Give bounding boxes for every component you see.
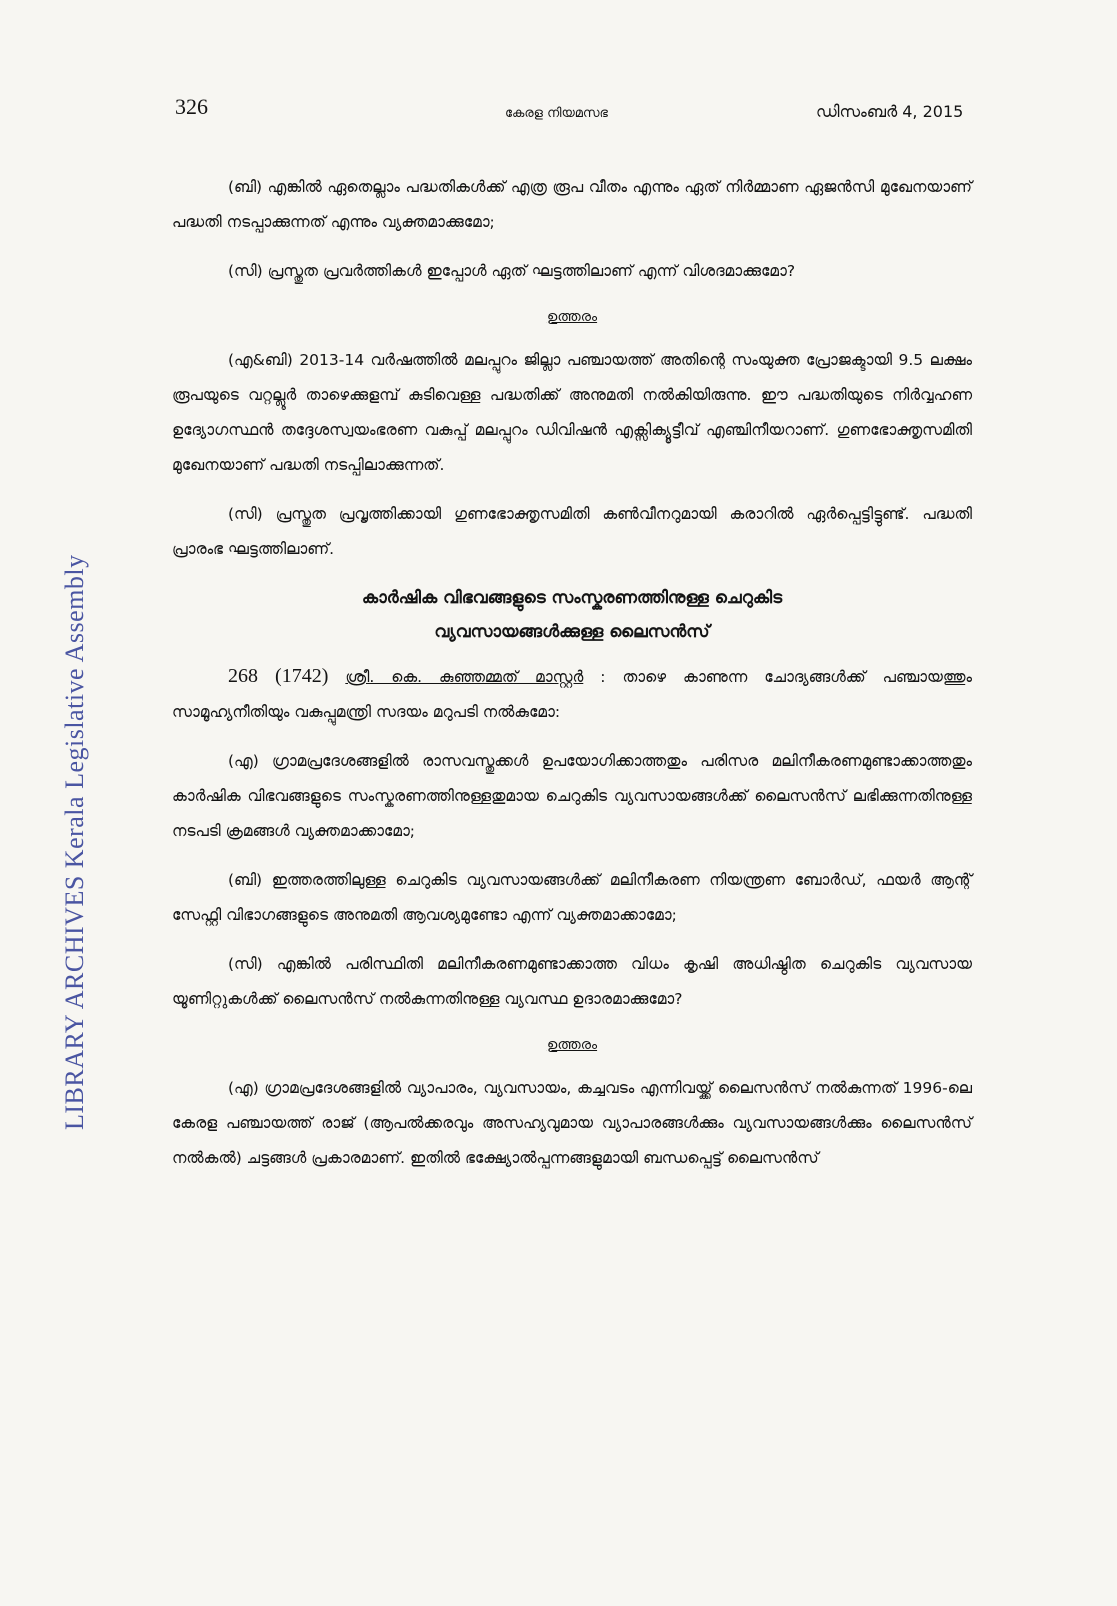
prev-answer-ab: (എ&ബി) 2013-14 വർഷത്തിൽ മലപ്പുറം ജില്ലാ പഞ്ചായത്ത് അതിന്റെ സംയുക്ത പ്രോജക്ടായി 9.5 ലക്ഷം രൂപയുടെ വറ്റല്ലൂർ താഴെക്കുളമ്പ് കുടിവെള്ള പദ്ധതിക്ക് അനുമതി നൽകിയിരുന്നു. ഈ പദ്ധതിയുടെ നിർവ്വഹണ ഉദ്യോഗസ്ഥൻ തദ്ദേശസ്വയംഭരണ വകുപ്പ് മലപ്പുറം ഡിവിഷൻ എക്സിക്യൂട്ടീവ് എഞ്ചിനീയറാണ്. ഗുണഭോക്തൃസമിതി മുഖേനയാണ് പദ്ധതി നടപ്പിലാക്കുന്നത്. bbox=[172, 351, 972, 474]
question-intro-text: : താഴെ കാണുന്ന ചോദ്യങ്ങൾക്ക് പഞ്ചായത്തും സാമൂഹ്യനീതിയും വകുപ്പുമന്ത്രി സദയം മറുപടി നൽകുമോ: bbox=[172, 668, 972, 721]
header-date: ഡിസംബർ 4, 2015 bbox=[816, 102, 964, 121]
question-b: (ബി) ഇത്തരത്തിലുള്ള ചെറുകിട വ്യവസായങ്ങൾക്ക് മലിനീകരണ നിയന്ത്രണ ബോർഡ്, ഫയർ ആന്റ് സേഫ്റ്റി വിഭാഗങ്ങളുടെ അനുമതി ആവശ്യമുണ്ടോ എന്ന് വ്യക്തമാക്കാമോ; bbox=[172, 871, 972, 924]
prev-question-c: (സി) പ്രസ്തുത പ്രവർത്തികൾ ഇപ്പോൾ ഏത് ഘട്ടത്തിലാണ് എന്ന് വിശദമാക്കുമോ? bbox=[228, 262, 796, 280]
page-body bbox=[172, 170, 972, 1176]
section-title bbox=[172, 581, 972, 649]
question-intro bbox=[172, 659, 972, 730]
answer-a: (എ) ഗ്രാമപ്രദേശങ്ങളിൽ വ്യാപാരം, വ്യവസായം, കച്ചവടം എന്നിവയ്ക്ക് ലൈസൻസ് നൽകുന്നത് 1996-ലെ കേരള പഞ്ചായത്ത് രാജ് (ആപൽക്കരവും അസഹ്യവുമായ വ്യാപാരങ്ങൾക്കും വ്യവസായങ്ങൾക്കും ലൈസൻസ് നൽകൽ) ചട്ടങ്ങൾ പ്രകാരമാണ്. ഇതിൽ ഭക്ഷ്യോൽപ്പന്നങ്ങളുമായി ബന്ധപ്പെട്ട് ലൈസൻസ് bbox=[172, 1079, 972, 1167]
page-header bbox=[0, 94, 1117, 128]
answer-heading: ഉത്തരം bbox=[546, 309, 598, 325]
prev-question-b: (ബി) എങ്കിൽ ഏതെല്ലാം പദ്ധതികൾക്ക് എത്ര രൂപ വീതം എന്നും ഏത് നിർമ്മാണ ഏജൻസി മുഖേനയാണ് പദ്ധതി നടപ്പാക്കുന്നത് എന്നും വ്യക്തമാക്കുമോ; bbox=[172, 178, 972, 231]
section-title-line-2: വ്യവസായങ്ങൾക്കുള്ള ലൈസൻസ് bbox=[434, 622, 710, 642]
page-number: 326 bbox=[175, 94, 208, 119]
running-title: കേരള നിയമസഭ bbox=[505, 106, 608, 121]
answer-heading: ഉത്തരം bbox=[546, 1037, 598, 1053]
prev-answer-c: (സി) പ്രസ്തുത പ്രവൃത്തിക്കായി ഗുണഭോക്തൃസമിതി കൺവീനറുമായി കരാറിൽ ഏർപ്പെട്ടിട്ടുണ്ട്. പദ്ധതി പ്രാരംഭ ഘട്ടത്തിലാണ്. bbox=[172, 505, 972, 558]
question-number: 268 (1742) bbox=[228, 665, 329, 687]
question-a: (എ) ഗ്രാമപ്രദേശങ്ങളിൽ രാസവസ്തുക്കൾ ഉപയോഗിക്കാത്തതും പരിസര മലിനീകരണമുണ്ടാക്കാത്തതും കാർഷിക വിഭവങ്ങളുടെ സംസ്കരണത്തിനുള്ളതുമായ ചെറുകിട വ്യവസായങ്ങൾക്ക് ലൈസൻസ് ലഭിക്കുന്നതിനുള്ള നടപടി ക്രമങ്ങൾ വ്യക്തമാക്കാമോ; bbox=[172, 752, 972, 840]
question-c: (സി) എങ്കിൽ പരിസ്ഥിതി മലിനീകരണമുണ്ടാക്കാത്ത വിധം കൃഷി അധിഷ്ഠിത ചെറുകിട വ്യവസായ യൂണിറ്റുകൾക്ക് ലൈസൻസ് നൽകുന്നതിനുള്ള വ്യവസ്ഥ ഉദാരമാക്കുമോ? bbox=[172, 955, 972, 1008]
library-archives-watermark: LIBRARY ARCHIVES Kerala Legislative Assembly bbox=[60, 554, 89, 1130]
section-title-line-1: കാർഷിക വിഭവങ്ങളുടെ സംസ്കരണത്തിനുള്ള ചെറുകിട bbox=[361, 588, 783, 608]
member-name: ശ്രീ. കെ. കുഞ്ഞമ്മത് മാസ്റ്റർ bbox=[345, 668, 584, 686]
